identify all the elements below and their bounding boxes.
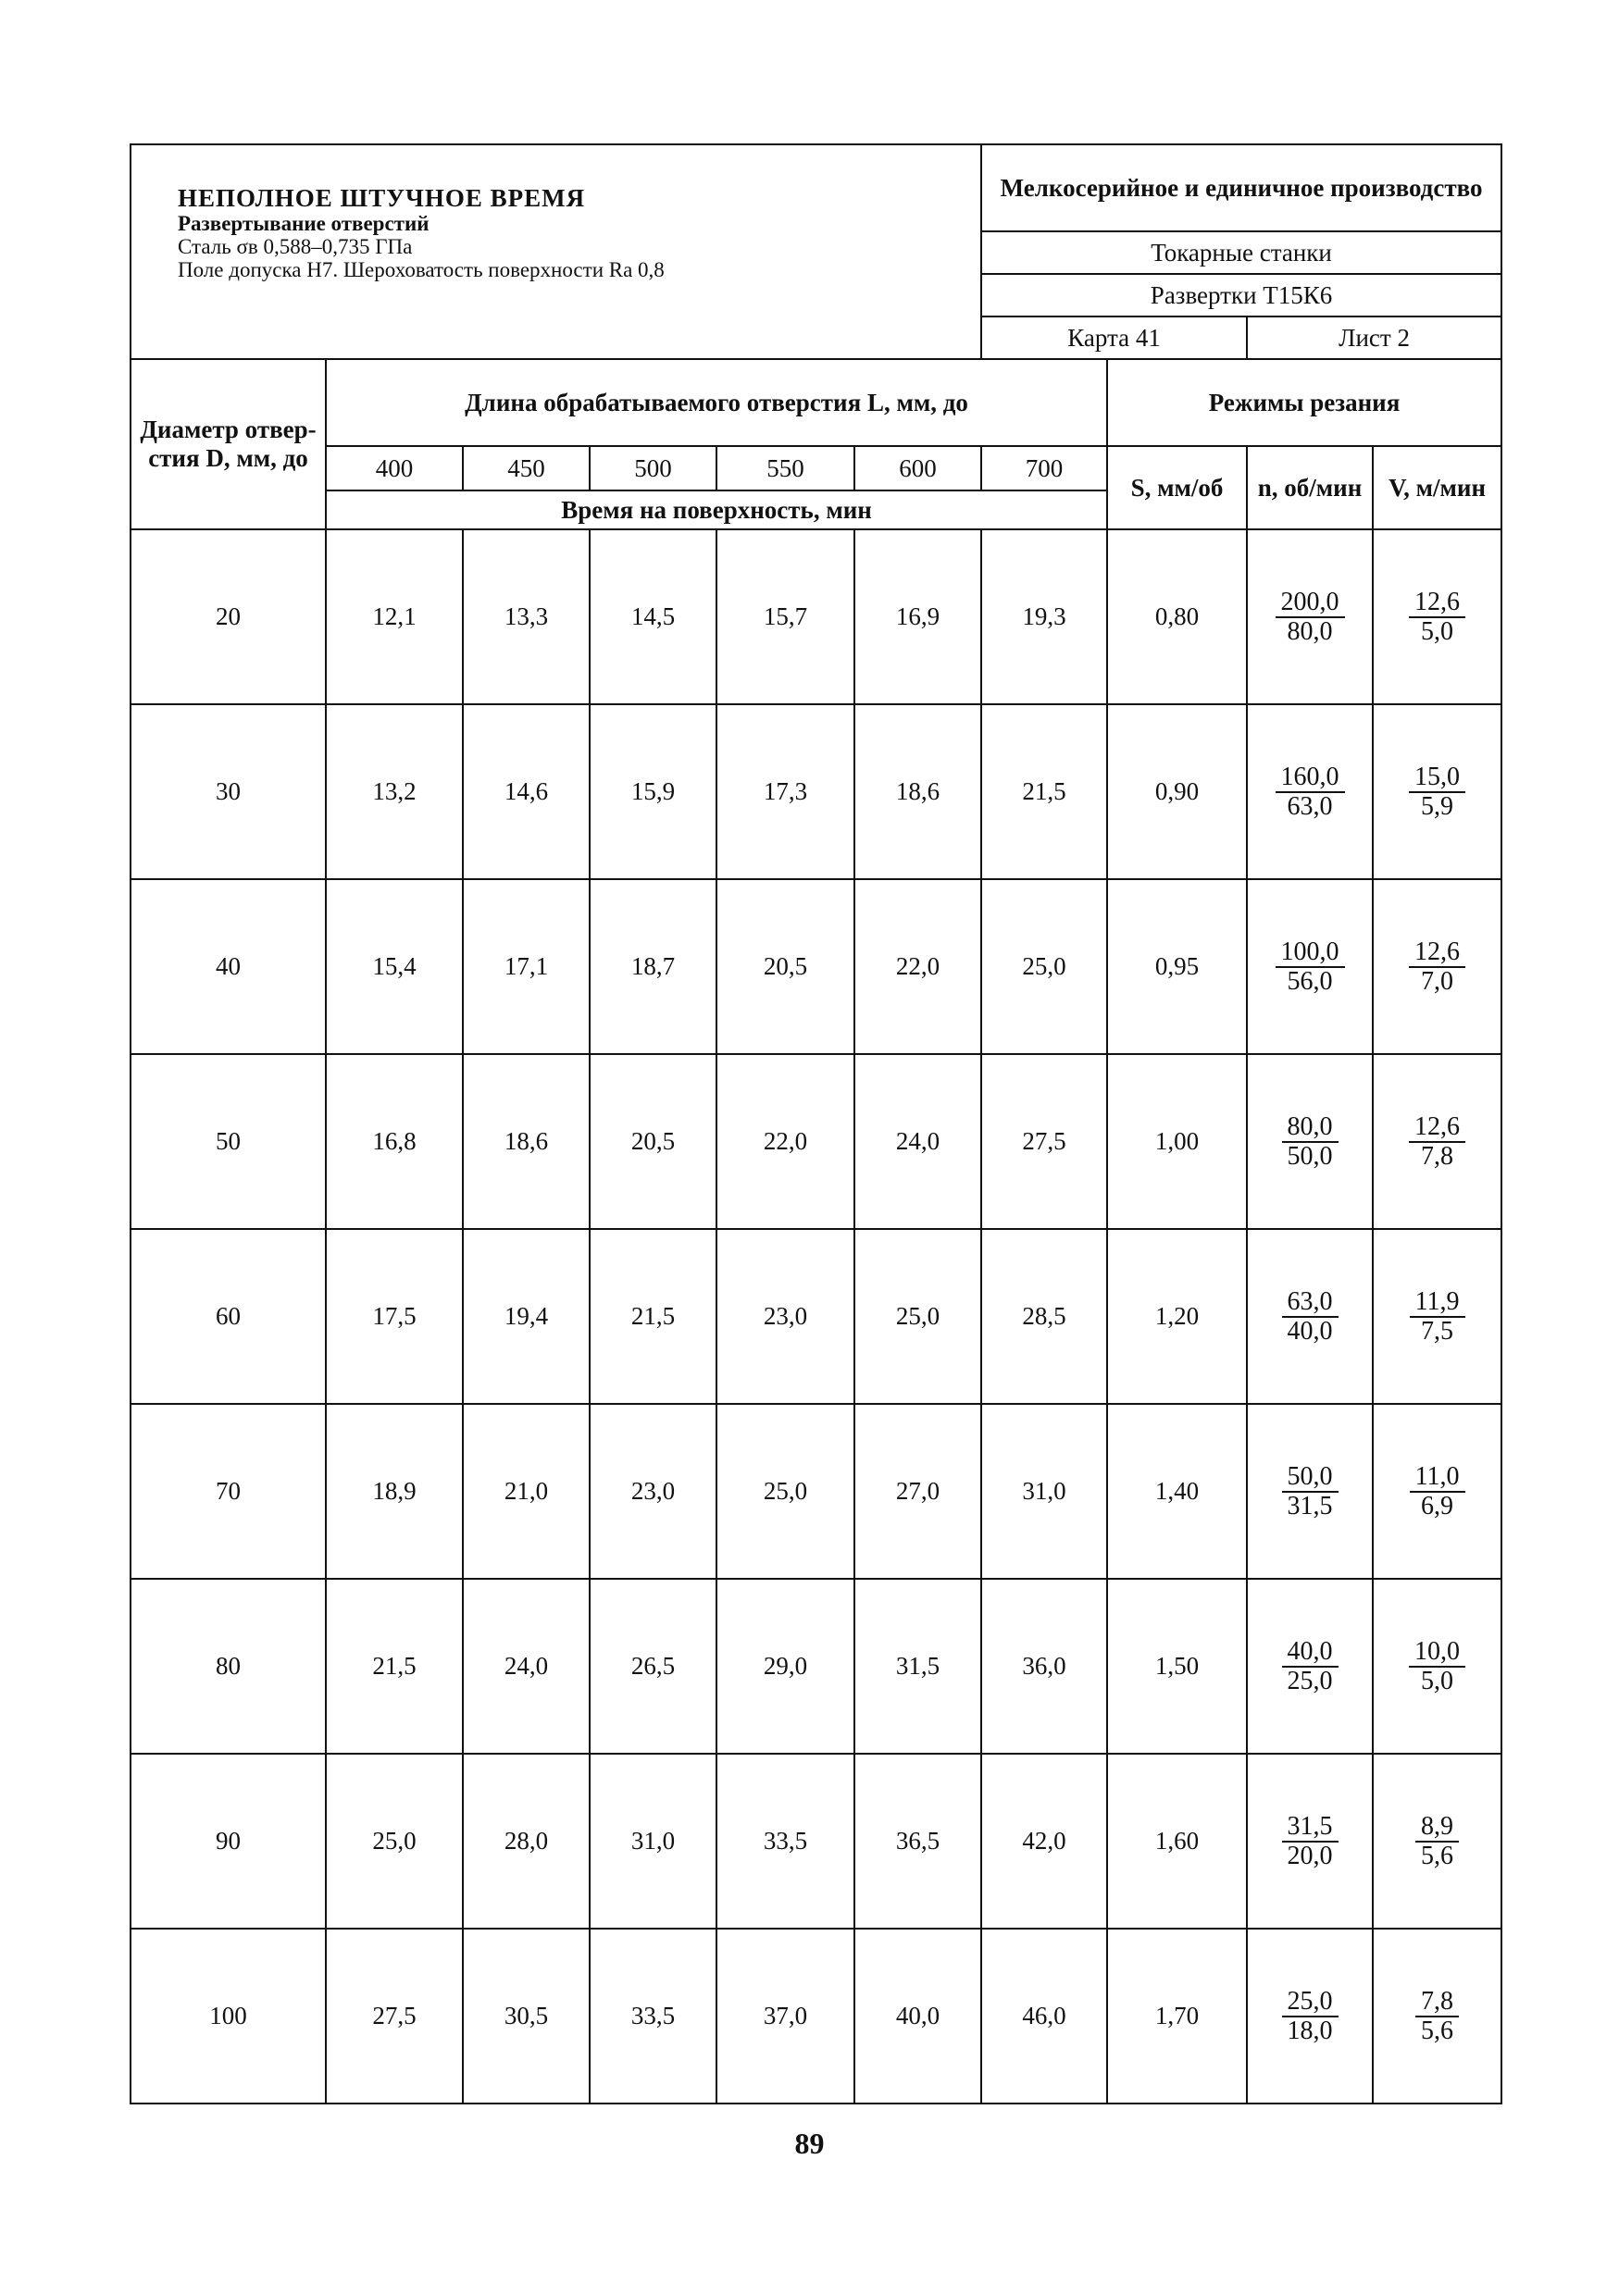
fraction-numerator: 40,0: [1282, 1638, 1339, 1668]
length-col-header: 550: [716, 446, 854, 490]
norm-table: [130, 143, 1502, 2104]
diameter-value: 80: [131, 1579, 326, 1754]
diameter-value: 60: [131, 1229, 326, 1404]
time-value: 24,0: [463, 1579, 590, 1754]
time-value: 30,5: [463, 1929, 590, 2104]
time-value: 33,5: [590, 1929, 716, 2104]
fraction-denominator: 5,0: [1421, 1666, 1454, 1695]
diameter-value: 40: [131, 879, 326, 1054]
time-value: 13,3: [463, 529, 590, 704]
fraction-numerator: 200,0: [1276, 589, 1345, 618]
tolerance-line: Поле допуска Н7. Шероховатость поверхности Ra 0,8: [178, 258, 665, 281]
table-row: [131, 1579, 1501, 1754]
fraction-denominator: 25,0: [1287, 1666, 1333, 1695]
speed-n-value: [1247, 1054, 1373, 1229]
time-value: 19,4: [463, 1229, 590, 1404]
time-value: 16,9: [854, 529, 981, 704]
table-row: [131, 1229, 1501, 1404]
feed-value: 1,40: [1107, 1404, 1247, 1579]
fraction-numerator: 80,0: [1282, 1113, 1339, 1143]
fraction: [1282, 1463, 1339, 1520]
doc-subtitle: Развертывание отверстий: [178, 212, 430, 235]
fraction-numerator: 100,0: [1276, 938, 1345, 968]
time-value: 40,0: [854, 1929, 981, 2104]
fraction-denominator: 7,0: [1421, 966, 1454, 996]
time-value: 21,5: [326, 1579, 463, 1754]
fraction: [1409, 938, 1465, 996]
speed-n-value: [1247, 1404, 1373, 1579]
feed-value: 1,70: [1107, 1929, 1247, 2104]
length-col-header: 500: [590, 446, 716, 490]
speed-v-value: [1373, 1229, 1501, 1404]
sheet-number: Лист 2: [1247, 316, 1501, 359]
speed-v-value: [1373, 1579, 1501, 1754]
length-col-header: 600: [854, 446, 981, 490]
fraction-numerator: 11,9: [1410, 1288, 1465, 1318]
fraction: [1415, 1988, 1459, 2045]
length-col-header: 700: [981, 446, 1107, 490]
time-value: 17,1: [463, 879, 590, 1054]
speed-n-value: [1247, 1579, 1373, 1754]
fraction: [1409, 763, 1465, 821]
time-value: 13,2: [326, 704, 463, 879]
fraction-numerator: 25,0: [1282, 1988, 1339, 2017]
fraction-denominator: 56,0: [1287, 966, 1333, 996]
time-value: 18,6: [463, 1054, 590, 1229]
fraction: [1410, 1463, 1465, 1520]
fraction: [1409, 589, 1465, 646]
time-value: 24,0: [854, 1054, 981, 1229]
fraction: [1282, 1288, 1339, 1346]
time-value: 28,0: [463, 1754, 590, 1929]
time-value: 23,0: [716, 1229, 854, 1404]
table-row: [131, 529, 1501, 704]
time-value: 21,5: [590, 1229, 716, 1404]
fraction-denominator: 40,0: [1287, 1316, 1333, 1346]
length-col-header: 400: [326, 446, 463, 490]
time-value: 15,7: [716, 529, 854, 704]
production-type: Мелкосерийное и единичное производство: [981, 144, 1501, 231]
fraction-denominator: 20,0: [1287, 1841, 1333, 1870]
fraction-denominator: 31,5: [1287, 1491, 1333, 1520]
table-row: [131, 1754, 1501, 1929]
speed-v-header: V, м/мин: [1373, 446, 1501, 529]
time-value: 25,0: [981, 879, 1107, 1054]
fraction-numerator: 160,0: [1276, 763, 1345, 793]
time-value: 15,4: [326, 879, 463, 1054]
time-value: 28,5: [981, 1229, 1107, 1404]
fraction-numerator: 63,0: [1282, 1288, 1339, 1318]
time-value: 46,0: [981, 1929, 1107, 2104]
time-value: 36,5: [854, 1754, 981, 1929]
fraction-denominator: 5,6: [1421, 1841, 1454, 1870]
time-value: 36,0: [981, 1579, 1107, 1754]
fraction-denominator: 7,8: [1421, 1141, 1454, 1171]
doc-title: НЕПОЛНОЕ ШТУЧНОЕ ВРЕМЯ: [178, 184, 586, 212]
machine-type: Токарные станки: [981, 231, 1501, 274]
time-value: 20,5: [590, 1054, 716, 1229]
card-number: Карта 41: [981, 316, 1247, 359]
time-value: 42,0: [981, 1754, 1107, 1929]
time-value: 17,5: [326, 1229, 463, 1404]
title-block: [131, 144, 981, 359]
time-value: 14,5: [590, 529, 716, 704]
speed-n-value: [1247, 1929, 1373, 2104]
fraction-denominator: 6,9: [1421, 1491, 1454, 1520]
table-row: [131, 1404, 1501, 1579]
time-value: 18,6: [854, 704, 981, 879]
diameter-value: 70: [131, 1404, 326, 1579]
time-value: 17,3: [716, 704, 854, 879]
fraction: [1410, 1288, 1465, 1346]
diameter-value: 50: [131, 1054, 326, 1229]
fraction-numerator: 12,6: [1409, 1113, 1465, 1143]
fraction: [1415, 1813, 1459, 1870]
time-value: 14,6: [463, 704, 590, 879]
feed-value: 1,00: [1107, 1054, 1247, 1229]
fraction-numerator: 10,0: [1409, 1638, 1465, 1668]
speed-v-value: [1373, 1404, 1501, 1579]
time-value: 22,0: [716, 1054, 854, 1229]
speed-v-value: [1373, 1929, 1501, 2104]
fraction-denominator: 80,0: [1287, 616, 1333, 646]
speed-n-header: n, об/мин: [1247, 446, 1373, 529]
fraction-numerator: 31,5: [1282, 1813, 1339, 1843]
time-value: 25,0: [854, 1229, 981, 1404]
fraction-denominator: 63,0: [1287, 791, 1333, 821]
time-value: 20,5: [716, 879, 854, 1054]
speed-n-value: [1247, 1229, 1373, 1404]
fraction-denominator: 50,0: [1287, 1141, 1333, 1171]
speed-v-value: [1373, 704, 1501, 879]
time-value: 33,5: [716, 1754, 854, 1929]
speed-n-value: [1247, 704, 1373, 879]
fraction-denominator: 5,9: [1421, 791, 1454, 821]
time-value: 16,8: [326, 1054, 463, 1229]
time-value: 19,3: [981, 529, 1107, 704]
feed-value: 1,20: [1107, 1229, 1247, 1404]
speed-n-value: [1247, 1754, 1373, 1929]
time-value: 31,0: [981, 1404, 1107, 1579]
feed-value: 0,90: [1107, 704, 1247, 879]
time-value: 29,0: [716, 1579, 854, 1754]
time-value: 37,0: [716, 1929, 854, 2104]
time-value: 12,1: [326, 529, 463, 704]
time-value: 27,0: [854, 1404, 981, 1579]
fraction: [1409, 1113, 1465, 1171]
diameter-value: 100: [131, 1929, 326, 2104]
fraction-numerator: 15,0: [1409, 763, 1465, 793]
fraction-denominator: 5,0: [1421, 616, 1454, 646]
feed-value: 0,80: [1107, 529, 1247, 704]
time-value: 31,5: [854, 1579, 981, 1754]
diameter-value: 20: [131, 529, 326, 704]
table-row: [131, 704, 1501, 879]
length-col-header: 450: [463, 446, 590, 490]
speed-v-value: [1373, 1754, 1501, 1929]
diameter-value: 90: [131, 1754, 326, 1929]
fraction: [1282, 1113, 1339, 1171]
time-value: 23,0: [590, 1404, 716, 1579]
time-value: 31,0: [590, 1754, 716, 1929]
time-value: 18,9: [326, 1404, 463, 1579]
feed-value: 1,50: [1107, 1579, 1247, 1754]
time-header: Время на поверхность, мин: [326, 490, 1107, 529]
feed-value: 0,95: [1107, 879, 1247, 1054]
time-value: 18,7: [590, 879, 716, 1054]
fraction: [1282, 1638, 1339, 1695]
table-row: [131, 879, 1501, 1054]
time-value: 27,5: [981, 1054, 1107, 1229]
time-value: 27,5: [326, 1929, 463, 2104]
diameter-header: Диаметр отвер-стия D, мм, до: [131, 359, 326, 529]
table-row: [131, 1929, 1501, 2104]
fraction-numerator: 12,6: [1409, 938, 1465, 968]
speed-v-value: [1373, 1054, 1501, 1229]
time-value: 25,0: [716, 1404, 854, 1579]
fraction-numerator: 50,0: [1282, 1463, 1339, 1493]
time-value: 21,0: [463, 1404, 590, 1579]
page-number: 89: [794, 2127, 825, 2160]
time-value: 22,0: [854, 879, 981, 1054]
diameter-value: 30: [131, 704, 326, 879]
fraction-denominator: 5,6: [1421, 2016, 1454, 2045]
table-row: [131, 1054, 1501, 1229]
speed-v-value: [1373, 879, 1501, 1054]
fraction-numerator: 7,8: [1415, 1988, 1459, 2017]
fraction-numerator: 8,9: [1415, 1813, 1459, 1843]
fraction: [1409, 1638, 1465, 1695]
fraction-denominator: 7,5: [1421, 1316, 1454, 1346]
fraction-numerator: 12,6: [1409, 589, 1465, 618]
fraction: [1276, 938, 1345, 996]
fraction: [1276, 763, 1345, 821]
fraction: [1282, 1813, 1339, 1870]
feed-header: S, мм/об: [1107, 446, 1247, 529]
speed-v-value: [1373, 529, 1501, 704]
feed-value: 1,60: [1107, 1754, 1247, 1929]
time-value: 21,5: [981, 704, 1107, 879]
fraction: [1282, 1988, 1339, 2045]
modes-header: Режимы резания: [1107, 359, 1501, 446]
fraction: [1276, 589, 1345, 646]
time-value: 26,5: [590, 1579, 716, 1754]
fraction-numerator: 11,0: [1410, 1463, 1465, 1493]
time-value: 25,0: [326, 1754, 463, 1929]
fraction-denominator: 18,0: [1287, 2016, 1333, 2045]
time-value: 15,9: [590, 704, 716, 879]
material-line: Сталь σв 0,588–0,735 ГПа: [178, 235, 413, 258]
speed-n-value: [1247, 529, 1373, 704]
tool-type: Развертки Т15К6: [981, 274, 1501, 316]
speed-n-value: [1247, 879, 1373, 1054]
length-header: Длина обрабатываемого отверстия L, мм, до: [326, 359, 1107, 446]
